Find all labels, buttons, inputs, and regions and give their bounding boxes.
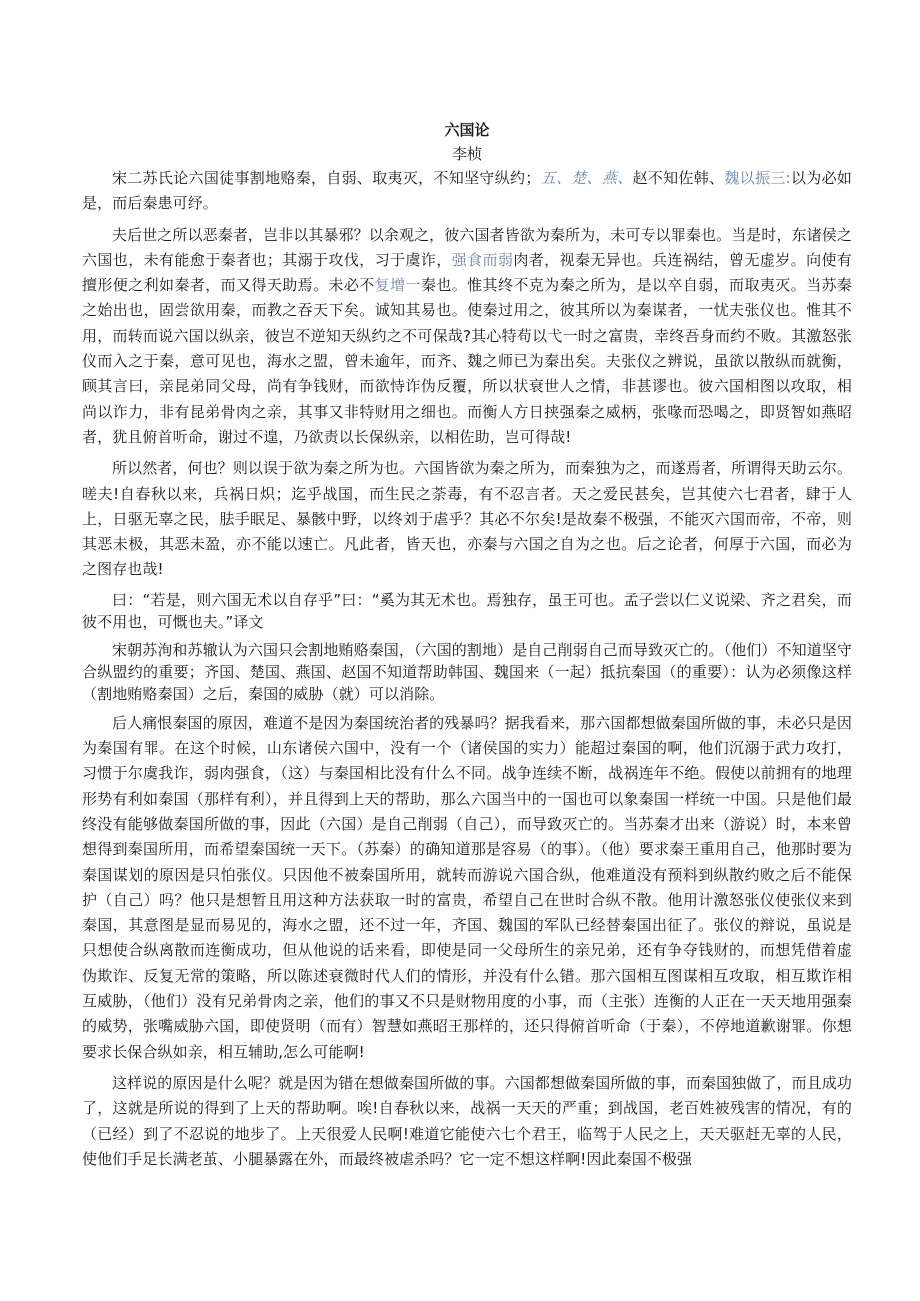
paragraph: [82, 639, 852, 705]
document-author: 李桢: [451, 145, 482, 163]
document-title: 六国论: [444, 121, 490, 139]
text-segment: 这样说的原因是什么呢？就是因为错在想做秦国所做的事。六国都想做秦国所做的事，而秦国独做了，而且成功了，这就是所说的得到了上天的帮助啊。唉!自春秋以来，战祸一天天的严重；到战国，老百姓被残害的情况，有的（已经）到了不忍说的地步了。上天很爱人民啊!难道它能使六七个君王，临驾于人民之上，天天驱赶无辜的人民，使他们手足长满老茧、小腿暴露在外，而最终被虐杀吗？它一定不想这样啊!因此秦国不极强: [82, 1073, 852, 1168]
document-body: [82, 166, 852, 1172]
text-segment: 所以然者，何也？则以误于欲为秦之所为也。六国皆欲为秦之所为，而秦独为之，而遂焉者，所谓得天助云尔。嗟夫!自春秋以来，兵祸日炽；迄乎战国，而生民之荼毒，有不忍言者。天之爱民甚矣，岂其使六七君者，肆于人上，日驱无辜之民，胠手眠足、暴骸中野，以终刘于虐乎？其必不尔矣!是故秦不极强，不能灭六国而帝，不帝，则其恶未极，其恶未盈，亦不能以速亡。凡此者，皆天也，亦秦与六国之自为之也。后之论者，何厚于六国，而必为之图存也哉!: [82, 459, 852, 579]
text-segment: 肉者，视秦无异也。兵连祸结，曾无虚岁。向使有擅形便之利如秦者，而又得天助焉。未必不: [82, 250, 852, 295]
text-segment: 秦也。惟其终不克为秦之所为，是以卒自弱，而取夷灭。当苏秦之始出也，固尝欲用秦，而教之吞天下矣。诚知其易也。使秦过用之，彼其所以为秦谋者，一忧夫张仪也。惟其不用，而转而说六国以纵亲，彼岂不逆知天纵约之不可保哉?其心特苟以弋一时之富贵，幸终吾身而约不败。其激怒张仪而入之于秦，意可见也，海水之盟，曾未逾年，而齐、魏之师已为秦出矣。夫张仪之辨说，虽欲以散纵而就衡，顾其言曰，亲昆弟同父母，尚有争钱财，而欲恃诈伪反覆，所以状衰世人之情，非甚谬也。彼六国相图以攻取，相尚以诈力，非有昆弟骨肉之亲，其事又非特财用之细也。而衡人方日挟强秦之威柄，张喙而恐喝之，即贤智如燕昭者，犹且俯首听命，谢过不遑，乃欲责以长保纵亲，以相佐助，岂可得哉!: [82, 276, 852, 446]
paragraph: [82, 1071, 852, 1172]
paragraph: [82, 711, 852, 1065]
text-segment: 以为必如是，而后秦患可纾。: [82, 169, 852, 213]
text-segment: 曰：“若是，则六国无术以自存乎”曰：“奚为其无术也。焉独存，虽王可也。孟子尝以仁义说梁、齐之君矣，而彼不用也，可慨也夫。”译文: [82, 590, 852, 631]
hyperlink[interactable]: 强食而弱: [451, 250, 514, 269]
paragraph: [82, 166, 852, 217]
text-segment: 夫后世之所以恶秦者，岂非以其暴邪？以余观之，彼六国者皆欲为秦所为，未可专以罪秦也。当是时，东诸侯之六国也，未有能愈于秦者也；其溺于攻伐，习于虞诈，: [82, 225, 852, 269]
text-segment: 宋二苏氏论六国徒事割地赂秦，自弱、取夷灭，不知坚守纵约；: [112, 169, 541, 187]
hyperlink[interactable]: 魏以振三:: [724, 169, 791, 187]
paragraph: [82, 223, 852, 451]
text-segment: 赵不知佐韩、: [632, 169, 725, 187]
hyperlink[interactable]: 复增一: [374, 276, 421, 295]
text-segment: 宋朝苏洵和苏辙认为六国只会割地贿赂秦国，（六国的割地）是自己削弱自己而导致灭亡的。（他们）不知道坚守合纵盟约的重要；齐国、楚国、燕国、赵国不知道帮助韩国、魏国来（一起）抵抗秦国（的重要）：认为必须像这样（割地贿赂秦国）之后，秦国的威胁（就）可以消除。: [82, 640, 853, 703]
hyperlink[interactable]: 五、楚、燕、: [540, 169, 633, 187]
paragraph: [82, 589, 852, 633]
paragraph: [82, 456, 852, 582]
text-segment: 后人痛恨秦国的原因，难道不是因为秦国统治者的残暴吗？据我看来，那六国都想做秦国所做的事，未必只是因为秦国有罪。在这个时候，山东诸侯六国中，没有一个（诸侯国的实力）能超过秦国的啊，他们沉溺于武力攻打，习惯于尔虞我诈，弱肉强食，（这）与秦国相比没有什么不同。战争连续不断，战祸连年不绝。假使以前拥有的地理形势有利如秦国（那样有利），并且得到上天的帮助，那么六国当中的一国也可以象秦国一样统一中国。只是他们最终没有能够做秦国所做的事，因此（六国）是自己削弱（自己），而导致灭亡的。当苏秦才出来（游说）时，本来曾想得到秦国所用，而希望秦国统一天下。（苏秦）的确知道那是容易（的事）。（他）要求秦王重用自己，他那时要为秦国谋划的原因是只怕张仪。只因他不被秦国所用，就转而游说六国合纵，他难道没有预料到纵散约败之后不能保护（自己）吗？他只是想暂且用这种方法获取一时的富贵，希望自己在世时合纵不散。他用计激怒张仪使张仪来到秦国，其意图是显而易见的，海水之盟，还不过一年，齐国、魏国的军队已经替秦国出征了。张仪的辩说，虽说是只想使合纵离散而连衡成功，但从他说的话来看，即使是同一父母所生的亲兄弟，还有争夺钱财的，而想凭借着虚伪欺诈、反复无常的策略，所以陈述衰微时代人们的情形，并没有什么错。那六国相互图谋相互攻取，相互欺诈相互威胁，（他们）没有兄弟骨肉之亲，他们的事又不只是财物用度的小事，而（主张）连衡的人正在一天天地用强秦的威势，张嘴威胁六国，即使贤明（而有）智慧如燕昭王那样的，还只得俯首听命（于秦），不停地道歉谢罪。你想要求长保合纵如亲，相互辅助,怎么可能啊!: [82, 713, 852, 1061]
document-page: [82, 116, 852, 1172]
